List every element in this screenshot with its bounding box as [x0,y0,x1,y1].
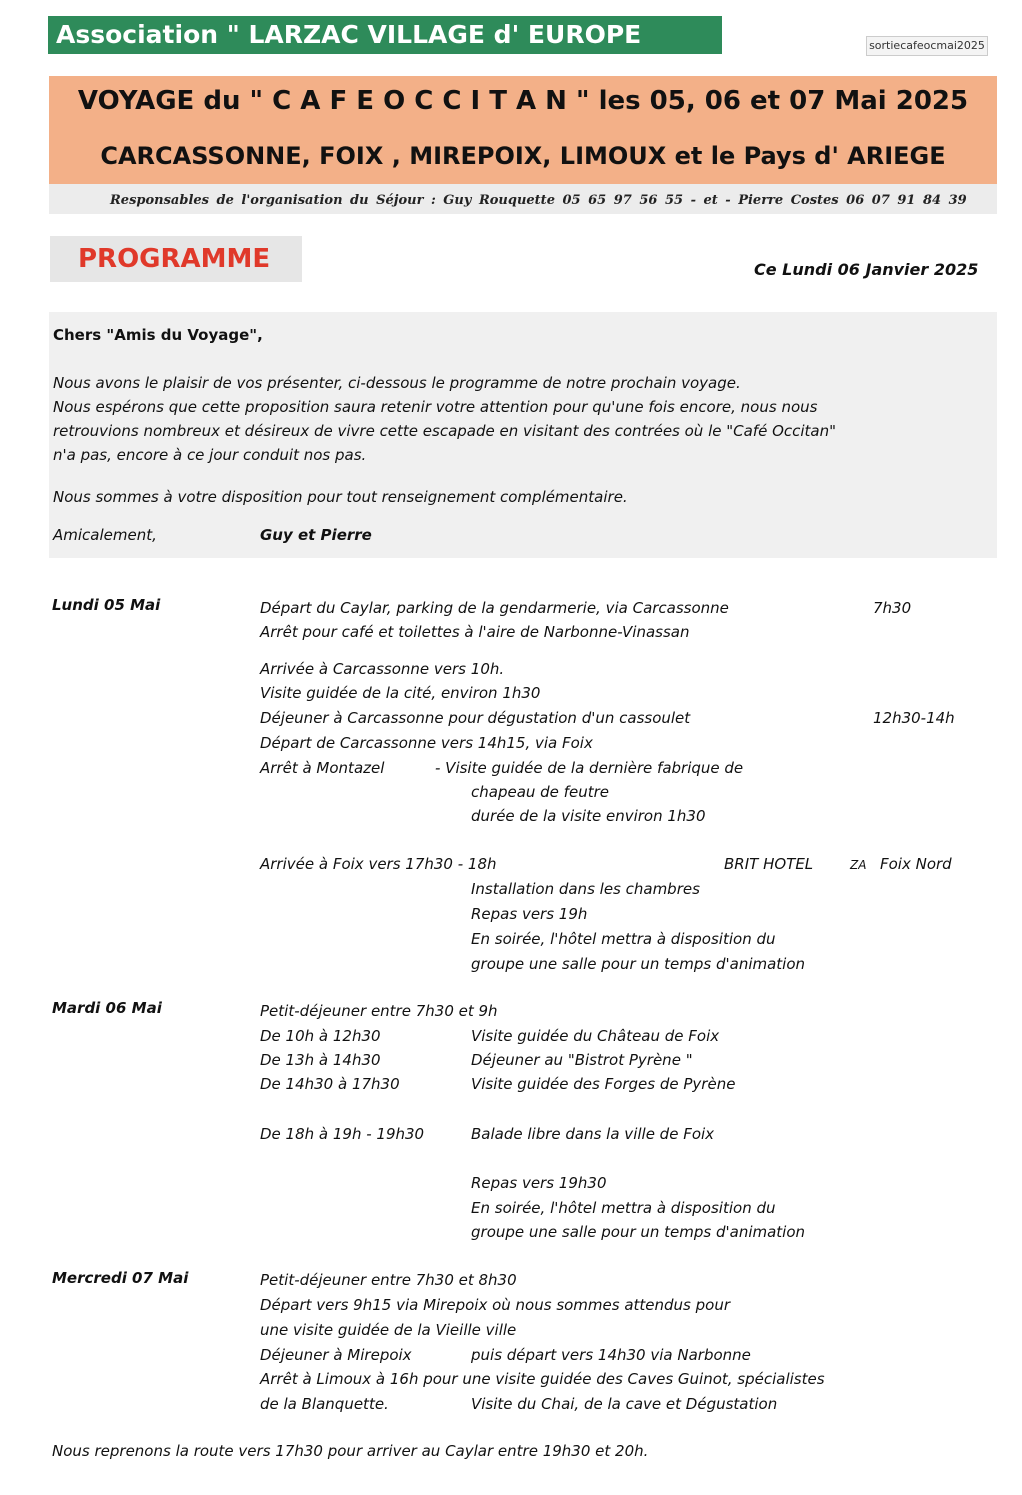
hotel-name: BRIT HOTEL [724,855,814,873]
letter-line: retrouvions nombreux et désireux de vivre cette escapade en visitant des contrées où le "Café Occitan" [53,422,837,440]
letter-line: Nous avons le plaisir de vos présenter, ci-dessous le programme de notre prochain voyage. [53,374,741,392]
schedule-line: Petit-déjeuner entre 7h30 et 8h30 [260,1271,517,1289]
document-reference: sortiecafeocmai2025 [866,36,988,56]
schedule-line: Arrivée à Carcassonne vers 10h. [260,660,505,678]
letter-line: n'a pas, encore à ce jour conduit nos pas. [53,446,367,464]
day2-label: Mardi 06 Mai [52,999,162,1017]
programme-label: PROGRAMME [50,236,302,282]
schedule-slot: De 13h à 14h30 [260,1051,381,1069]
schedule-activity: groupe une salle pour un temps d'animation [471,1223,806,1241]
schedule-time: 7h30 [873,599,912,617]
letter-line: Nous espérons que cette proposition saura retenir votre attention pour qu'une fois encore, nous nous [53,398,818,416]
schedule-line: Arrêt pour café et toilettes à l'aire de Narbonne-Vinassan [260,623,690,641]
schedule-line: chapeau de feutre [471,783,609,801]
trip-destinations: CARCASSONNE, FOIX , MIREPOIX, LIMOUX et le Pays d' ARIEGE [100,142,946,170]
closing: Amicalement, [53,526,157,544]
schedule-line: durée de la visite environ 1h30 [471,807,706,825]
schedule-line: Petit-déjeuner entre 7h30 et 9h [260,1002,498,1020]
schedule-line: Arrêt à Montazel [260,759,385,777]
trip-title: VOYAGE du " C A F E O C C I T A N " les 05, 06 et 07 Mai 2025 [77,86,969,116]
hotel-zone: Foix Nord [880,855,952,873]
schedule-line: - Visite guidée de la dernière fabrique de [435,759,744,777]
schedule-line: Départ de Carcassonne vers 14h15, via Foix [260,734,593,752]
schedule-line: Arrêt à Limoux à 16h pour une visite guidée des Caves Guinot, spécialistes [260,1370,825,1388]
schedule-line: Départ vers 9h15 via Mirepoix où nous sommes attendus pour [260,1296,731,1314]
schedule-line: Départ du Caylar, parking de la gendarmerie, via Carcassonne [260,599,729,617]
organizers-text: Responsables de l'organisation du Séjour : Guy Rouquette 05 65 97 56 55 - et - Pierre Costes 06 07 91 84 39 [110,193,967,208]
letter-date: Ce Lundi 06 Janvier 2025 [754,260,979,279]
day1-label: Lundi 05 Mai [52,596,161,614]
schedule-activity: En soirée, l'hôtel mettra à disposition du [471,1199,776,1217]
schedule-line: de la Blanquette. [260,1395,389,1413]
signature: Guy et Pierre [260,526,372,544]
schedule-line: Repas vers 19h [471,905,588,923]
schedule-line: Déjeuner à Mirepoix [260,1346,412,1364]
schedule-activity: Visite guidée du Château de Foix [471,1027,720,1045]
schedule-line: groupe une salle pour un temps d'animation [471,955,806,973]
schedule-line: En soirée, l'hôtel mettra à disposition du [471,930,776,948]
schedule-activity: Balade libre dans la ville de Foix [471,1125,715,1143]
schedule-line: puis départ vers 14h30 via Narbonne [471,1346,751,1364]
salutation: Chers "Amis du Voyage", [53,326,263,344]
schedule-line: Déjeuner à Carcassonne pour dégustation d'un cassoulet [260,709,691,727]
schedule-line: Visite guidée de la cité, environ 1h30 [260,684,541,702]
schedule-line: Arrivée à Foix vers 17h30 - 18h [260,855,497,873]
schedule-slot: De 10h à 12h30 [260,1027,381,1045]
schedule-time: 12h30-14h [873,709,955,727]
schedule-line: Visite du Chai, de la cave et Dégustation [471,1395,778,1413]
association-banner: Association " LARZAC VILLAGE d' EUROPE [48,16,722,54]
letter-line: Nous sommes à votre disposition pour tout renseignement complémentaire. [53,488,628,506]
schedule-line: Installation dans les chambres [471,880,700,898]
schedule-activity: Déjeuner au "Bistrot Pyrène " [471,1051,693,1069]
schedule-activity: Repas vers 19h30 [471,1174,607,1192]
schedule-slot: De 18h à 19h - 19h30 [260,1125,425,1143]
schedule-line: une visite guidée de la Vieille ville [260,1321,517,1339]
schedule-activity: Visite guidée des Forges de Pyrène [471,1075,736,1093]
day3-label: Mercredi 07 Mai [52,1269,189,1287]
hotel-za: ZA [850,858,867,872]
schedule-slot: De 14h30 à 17h30 [260,1075,400,1093]
closing-note: Nous reprenons la route vers 17h30 pour arriver au Caylar entre 19h30 et 20h. [52,1442,649,1460]
